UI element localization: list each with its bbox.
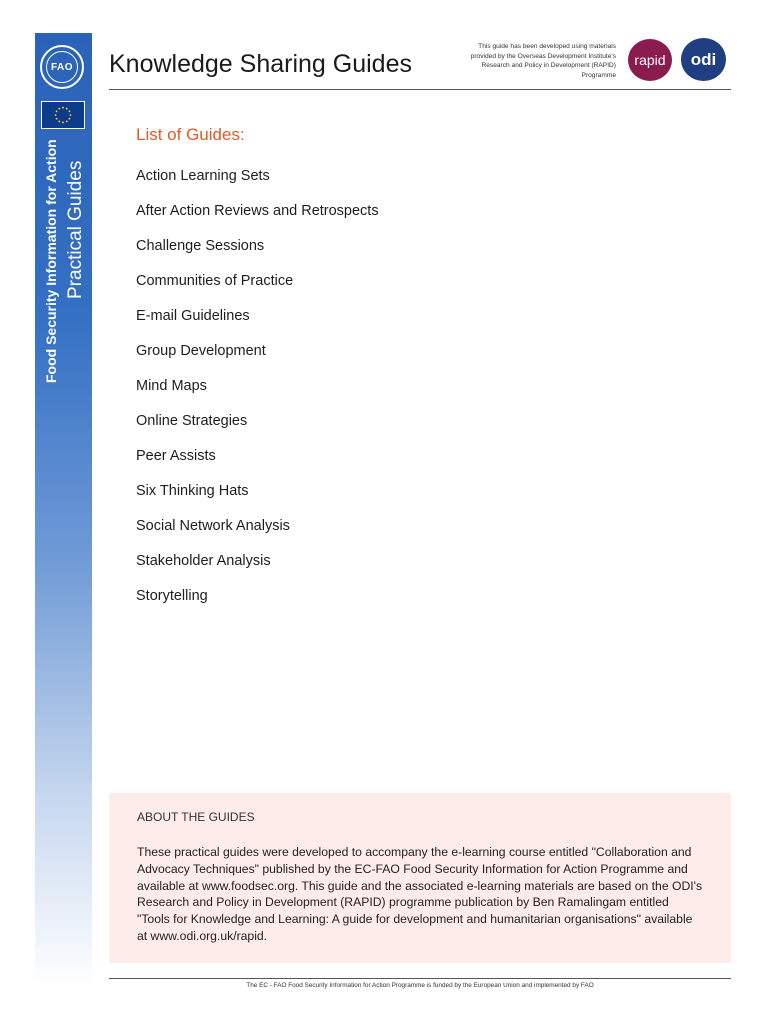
guide-item: E-mail Guidelines bbox=[136, 308, 250, 324]
footer-funding-note: The EC - FAO Food Security Information for Action Programme is funded by the European Union and implemented by FAO bbox=[246, 982, 594, 989]
about-the-guides-box bbox=[109, 793, 731, 963]
guide-item: After Action Reviews and Retrospects bbox=[136, 203, 379, 219]
guide-item: Six Thinking Hats bbox=[136, 483, 249, 499]
about-text: These practical guides were developed to accompany the e-learning course entitled "Collaboration and Advocacy Techniques" published by the EC-FAO Food Security Information for Action Programme and available at www.foodsec.org. This guide and the associated e-learning materials are based on the ODI's Research and Policy in Development (RAPID) programme publication by Ben Ramalingam entitled "Tools for Knowledge and Learning: A guide for development and humanitarian organisations" available at www.odi.org.uk/rapid. bbox=[137, 845, 703, 943]
rapid-logo bbox=[628, 39, 672, 81]
page-title: Knowledge Sharing Guides bbox=[109, 50, 412, 78]
fao-logo bbox=[40, 45, 84, 89]
guide-item: Group Development bbox=[136, 343, 266, 359]
about-title: ABOUT THE GUIDES bbox=[137, 810, 255, 824]
guide-item: Mind Maps bbox=[136, 378, 207, 394]
rapid-logo-text: rapid bbox=[634, 52, 666, 68]
sidebar-vertical-text bbox=[39, 139, 89, 383]
guide-item: Stakeholder Analysis bbox=[136, 553, 271, 569]
header-divider bbox=[109, 89, 731, 90]
guides-list bbox=[136, 166, 379, 621]
guide-item: Peer Assists bbox=[136, 448, 216, 464]
guide-item: Action Learning Sets bbox=[136, 168, 270, 184]
guide-item: Online Strategies bbox=[136, 413, 248, 429]
odi-logo bbox=[681, 38, 726, 81]
guide-item: Social Network Analysis bbox=[136, 518, 290, 534]
eu-stars-icon bbox=[42, 102, 84, 128]
header-credit-note: This guide has been developed using materials provided by the Overseas Development Institute's Research and Policy in Development (RAPID) Programme bbox=[470, 43, 616, 79]
eu-flag-icon bbox=[41, 101, 85, 129]
guides-heading: List of Guides: bbox=[136, 125, 245, 144]
series-name: Practical Guides bbox=[65, 160, 86, 299]
odi-logo-text: odi bbox=[690, 49, 717, 69]
guide-item: Challenge Sessions bbox=[136, 238, 265, 254]
guide-item: Communities of Practice bbox=[136, 273, 294, 289]
org-name: Food Security Information for Action bbox=[43, 139, 59, 383]
sidebar-band bbox=[35, 33, 92, 988]
footer-divider bbox=[109, 978, 731, 979]
guide-item: Storytelling bbox=[136, 588, 208, 604]
fao-logo-text: FAO bbox=[46, 51, 78, 83]
